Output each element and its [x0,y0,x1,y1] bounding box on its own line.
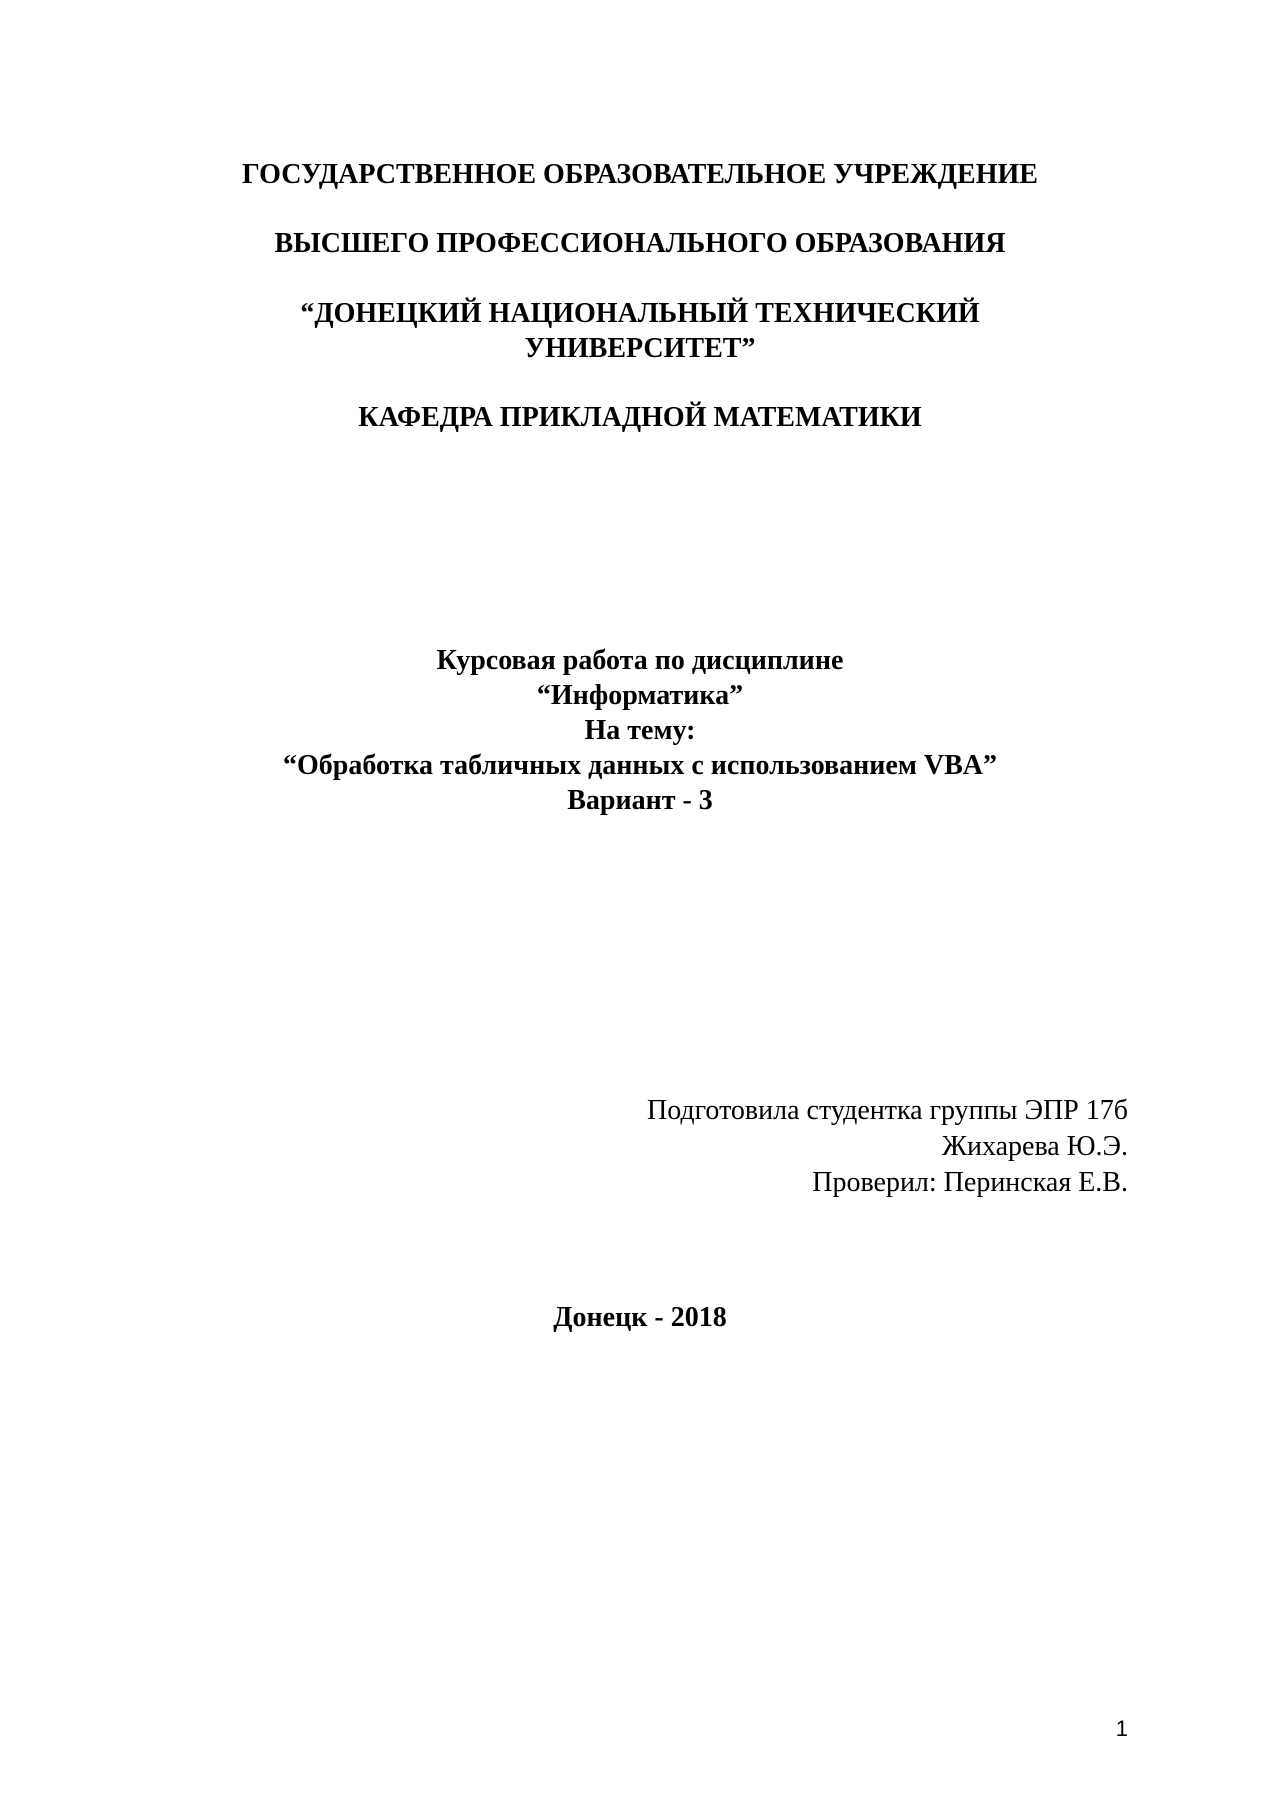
institution-level-line: ВЫСШЕГО ПРОФЕССИОНАЛЬНОГО ОБРАЗОВАНИЯ [274,228,1006,259]
prepared-by-line: Подготовила студентка группы ЭПР 17б [646,1095,1128,1126]
discipline-name: “Информатика” [536,680,744,711]
topic-title: “Обработка табличных данных с использованием VBA” [282,750,998,781]
topic-label: На тему: [584,715,696,746]
university-name-line-1: “ДОНЕЦКИЙ НАЦИОНАЛЬНЫЙ ТЕХНИЧЕСКИЙ [300,298,980,329]
department-block [0,400,1280,435]
work-type: Курсовая работа по дисциплине [436,645,844,676]
institution-level-block [0,226,1280,261]
institution-type-line: ГОСУДАРСТВЕННОЕ ОБРАЗОВАТЕЛЬНОЕ УЧРЕЖДЕНИЕ [242,159,1038,190]
student-name: Жихарева Ю.Э. [941,1131,1128,1162]
university-name-block [0,296,1280,366]
variant-label: Вариант - 3 [567,785,713,816]
checked-by-line: Проверил: Перинская Е.В. [812,1167,1128,1198]
city-year: Донецк - 2018 [553,1302,727,1333]
department-name: КАФЕДРА ПРИКЛАДНОЙ МАТЕМАТИКИ [358,402,922,433]
page-number: 1 [1115,1716,1128,1741]
institution-header [0,157,1280,192]
author-signature-block [647,1093,1128,1201]
work-title-block [0,643,1280,818]
university-name-line-2: УНИВЕРСИТЕТ” [524,333,756,364]
